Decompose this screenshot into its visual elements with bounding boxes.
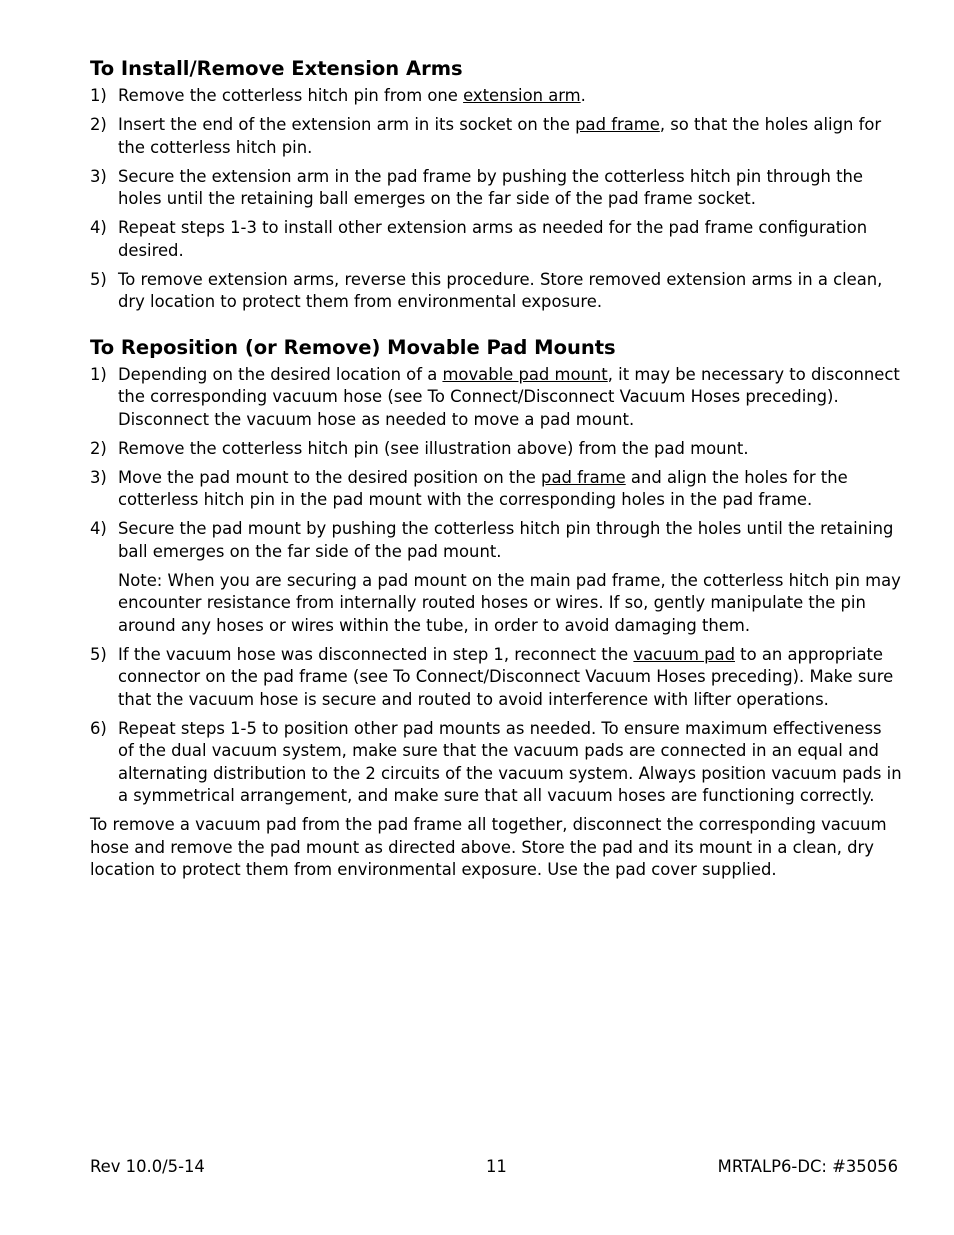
step-number: 4) [90, 519, 107, 538]
step-text: , so that the holes align for the cotterless hitch pin. [118, 115, 882, 157]
list-item [90, 467, 902, 512]
movable-pad-mount-link: movable pad mount [442, 364, 608, 384]
step-number: 4) [90, 218, 107, 237]
step-text: . [580, 86, 586, 105]
document-id: MRTALP6-DC: #35056 [717, 1157, 898, 1176]
step-text: and align the holes for the cotterless hitch pin in the pad mount with the corresponding holes in the pad frame. [118, 467, 848, 509]
vacuum-pad-link: vacuum pad [633, 644, 735, 664]
step-text: Repeat steps 1-5 to position other pad mounts as needed. To ensure maximum effectiveness of the dual vacuum system, make sure that the vacuum pads are connected in an equal and alternating distribution to the 2 circuits of the vacuum system. Always position vacuum pads in a symmetrical arrangement, and make sure that all vacuum hoses are functioning correctly. [118, 718, 902, 805]
reposition-steps-list [90, 364, 902, 808]
list-item [90, 718, 902, 808]
page-content [90, 56, 902, 882]
step-number: 2) [90, 438, 107, 458]
list-item [90, 438, 902, 461]
pad-frame-link: pad frame [541, 467, 626, 487]
step-text: To remove extension arms, reverse this procedure. Store removed extension arms in a clean, dry location to protect them from environmental exposure. [118, 269, 883, 311]
step-number: 1) [90, 86, 107, 105]
step-text: Remove the cotterless hitch pin (see illustration above) from the pad mount. [118, 438, 749, 458]
step-text: to an appropriate connector on the pad frame (see To Connect/Disconnect Vacuum Hoses preceding). Make sure that the vacuum hose is secure and routed to avoid interference with lifter operations. [118, 644, 894, 709]
list-item [90, 166, 902, 211]
step-number: 3) [90, 467, 107, 487]
step-text: Repeat steps 1-3 to install other extension arms as needed for the pad frame configuration desired. [118, 218, 868, 260]
step-number: 3) [90, 166, 107, 186]
list-item [90, 217, 902, 262]
step-text: , it may be necessary to disconnect the corresponding vacuum hose (see To Connect/Disconnect Vacuum Hoses preceding). Disconnect the vacuum hose as needed to move a pad mount. [118, 364, 900, 429]
revision-label: Rev 10.0/5-14 [90, 1157, 205, 1176]
step-text: Remove the cotterless hitch pin from one [118, 86, 464, 105]
step-text: If the vacuum hose was disconnected in step 1, reconnect the [118, 644, 634, 664]
step-text: Insert the end of the extension arm in its socket on the [118, 115, 576, 134]
pad-frame-link: pad frame [575, 115, 660, 134]
step-number: 2) [90, 115, 107, 134]
step-number: 5) [90, 269, 107, 289]
closing-paragraph: To remove a vacuum pad from the pad frame all together, disconnect the corresponding vacuum hose and remove the pad mount as directed above. Store the pad and its mount in a clean, dry location to protect them from environmental exposure. Use the pad cover supplied. [90, 815, 887, 879]
step-text: Secure the pad mount by pushing the cotterless hitch pin through the holes until the retaining ball emerges on the far side of the pad mount. [118, 519, 894, 561]
step-number: 6) [90, 718, 107, 738]
list-item [90, 644, 902, 712]
extension-arm-link: extension arm [463, 86, 581, 105]
install-steps-list [90, 85, 902, 314]
page-number: 11 [486, 1157, 507, 1176]
list-item [90, 114, 902, 159]
step-text: Move the pad mount to the desired position on the [118, 467, 542, 487]
step-text: Secure the extension arm in the pad frame by pushing the cotterless hitch pin through the holes until the retaining ball emerges on the far side of the pad frame socket. [118, 166, 863, 208]
section-title-install-extension-arms: To Install/Remove Extension Arms [90, 57, 463, 80]
step-number: 1) [90, 364, 107, 384]
step-text: Depending on the desired location of a [118, 364, 443, 384]
list-item [90, 269, 902, 314]
list-item [90, 364, 902, 432]
step-note: Note: When you are securing a pad mount on the main pad frame, the cotterless hitch pin may encounter resistance from internally routed hoses or wires. If so, gently manipulate the pin around any hoses or wires within the tube, in order to avoid damaging them. [118, 570, 901, 635]
list-item [90, 518, 902, 637]
section-title-reposition-pad-mounts: To Reposition (or Remove) Movable Pad Mounts [90, 335, 616, 359]
list-item [90, 85, 902, 108]
page-footer [90, 1156, 898, 1180]
step-number: 5) [90, 644, 107, 664]
